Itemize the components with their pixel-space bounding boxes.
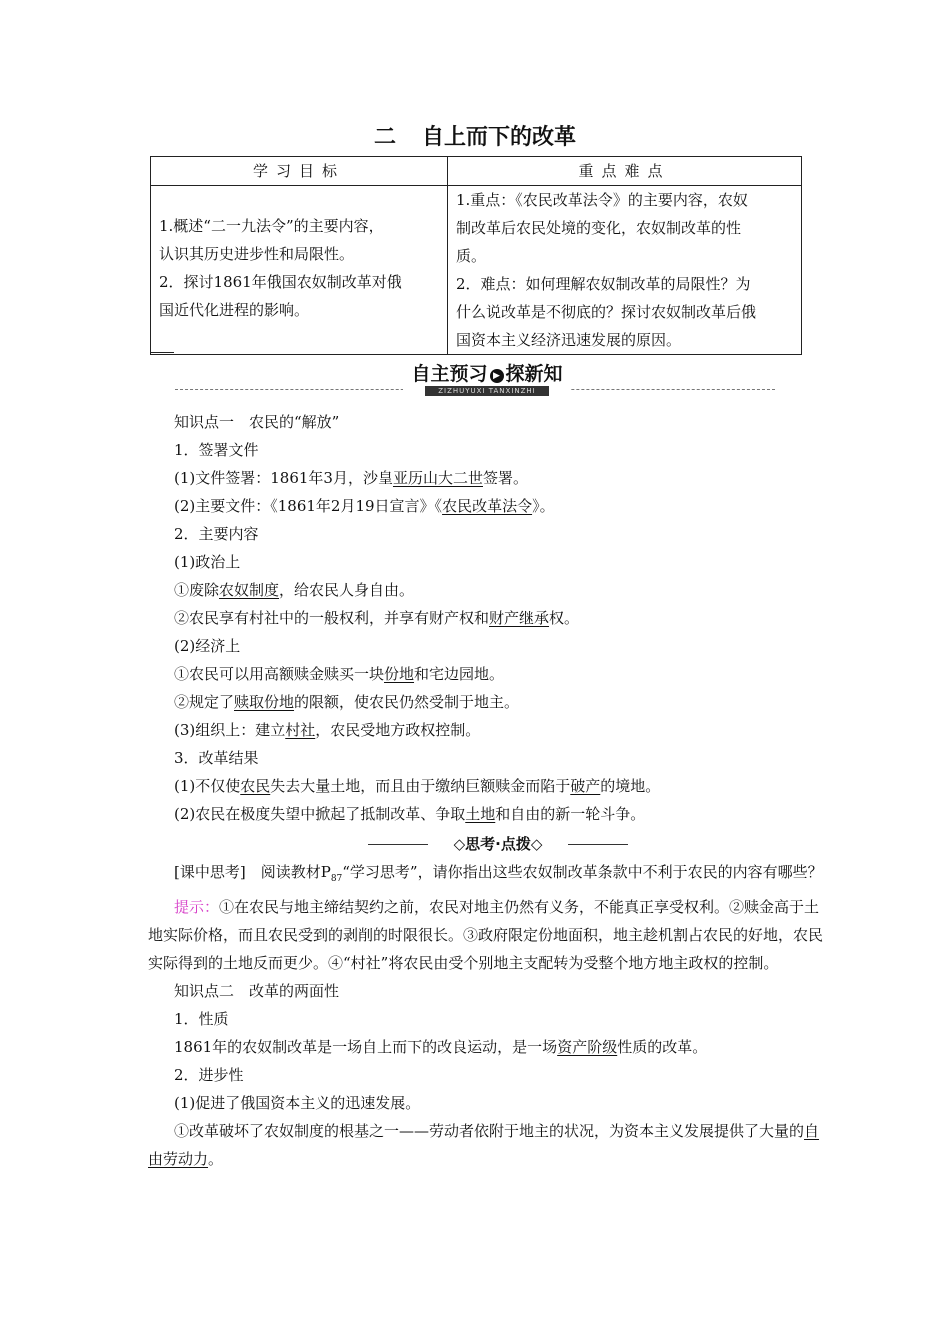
answer-blank: 村社 <box>285 721 316 739</box>
keypoint-line: 质。 <box>456 247 487 265</box>
answer-blank: 亚历山大二世 <box>392 469 483 487</box>
table-tail-line <box>150 352 174 353</box>
objectives-table <box>150 156 802 355</box>
subheading: 1．签署文件 <box>174 441 259 459</box>
banner-left-text: 自主预习 <box>411 363 488 385</box>
paragraph: (2)主要文件：《1861年2月19日宣言》《农民改革法令》。 <box>174 497 555 515</box>
goal-line: 国近代化进程的影响。 <box>159 301 310 319</box>
goal-line: 2．探讨1861年俄国农奴制改革对俄 <box>159 273 402 291</box>
key-points-cell <box>448 186 802 355</box>
paragraph: ①农民可以用高额赎金赎买一块份地和宅边园地。 <box>174 665 505 683</box>
section-heading: 知识点一 农民的“解放” <box>174 413 340 431</box>
keypoint-line: 制改革后农民处境的变化，农奴制改革的性 <box>456 219 742 237</box>
header-learning-goals: 学习目标 <box>151 157 448 186</box>
paragraph: ①废除农奴制度，给农民人身自由。 <box>174 581 415 599</box>
answer-blank: 农民改革法令 <box>442 497 533 515</box>
main-content <box>148 408 828 1173</box>
paragraph: ①改革破坏了农奴制度的根基之一——劳动者依附于地主的状况，为资本主义发展提供了大量的自由劳动力。 <box>148 1122 820 1168</box>
lesson-title: 自上而下的改革 <box>422 125 577 150</box>
think-question: [课中思考] 阅读教材$P_{87}“$学习思考”，请你指出这些农奴制改革条款中不利于农民的内容有哪些？ <box>174 863 823 884</box>
header-key-points: 重点难点 <box>448 157 802 186</box>
section-heading: 知识点二 改革的两面性 <box>174 982 340 1000</box>
answer-blank: 财产继承 <box>489 609 550 627</box>
answer-blank: 资产阶级 <box>557 1038 618 1056</box>
subheading: 2．主要内容 <box>174 525 259 543</box>
page-title <box>0 120 950 151</box>
think-hint: 提示：①在农民与地主缔结契约之前，农民对地主仍然有义务，不能真正享受权利。②赎金高于土地实际价格，而且农民受到的剥削的时限很长。③政府限定份地面积，地主趁机割占农民的好地，农民实际得到的土地反而更少。④“村社”将农民由受个别地主支配转为受整个地方地主政权的控制。 <box>148 898 824 972</box>
arrow-right-icon: ▶ <box>490 369 504 383</box>
paragraph: (1)不仅使农民失去大量土地，而且由于缴纳巨额赎金而陷于破产的境地。 <box>174 777 661 795</box>
banner-subtitle: ZIZHUYUXI TANXINZHI <box>425 386 549 396</box>
keypoint-line: 2．难点：如何理解农奴制改革的局限性？为 <box>456 275 751 293</box>
answer-blank: 农奴制度 <box>219 581 280 599</box>
paragraph: (1)文件签署：1861年3月，沙皇亚历山大二世签署。 <box>174 469 528 487</box>
paragraph: ②规定了赎取份地的限额，使农民仍然受制于地主。 <box>174 693 520 711</box>
think-divider <box>148 830 828 858</box>
hint-label: 提示： <box>174 898 220 916</box>
keypoint-line: 什么说改革是不彻底的？探讨农奴制改革后俄 <box>456 303 757 321</box>
subheading: 2．进步性 <box>174 1066 244 1084</box>
divider-text: ◇思考·点拨◇ <box>453 835 543 853</box>
banner-title <box>403 362 571 386</box>
answer-blank: 份地 <box>384 665 415 683</box>
divider-line-right <box>568 844 628 845</box>
paragraph: (3)组织上：建立村社，农民受地方政权控制。 <box>174 721 481 739</box>
banner-right-text: 探新知 <box>505 363 563 385</box>
answer-blank: 破产 <box>570 777 601 795</box>
lesson-number: 二 <box>373 125 396 150</box>
goal-line: 认识其历史进步性和局限性。 <box>159 245 355 263</box>
divider-line-left <box>368 844 428 845</box>
paragraph: (2)农民在极度失望中掀起了抵制改革、争取土地和自由的新一轮斗争。 <box>174 805 646 823</box>
paragraph: ②农民享有村社中的一般权利，并享有财产权和财产继承权。 <box>174 609 580 627</box>
keypoint-line: 1.重点：《农民改革法令》的主要内容，农奴 <box>456 191 748 209</box>
goal-line: 1.概述“二一九法令”的主要内容， <box>159 217 384 235</box>
answer-blank: 自由劳动力 <box>148 1122 820 1168</box>
learning-goals-cell <box>151 186 448 355</box>
subheading: 3．改革结果 <box>174 749 259 767</box>
subheading: (2)经济上 <box>174 637 241 655</box>
subheading: (1)政治上 <box>174 553 241 571</box>
paragraph: 1861年的农奴制改革是一场自上而下的改良运动，是一场资产阶级性质的改革。 <box>174 1038 708 1056</box>
subheading: 1．性质 <box>174 1010 229 1028</box>
section-banner <box>175 360 775 400</box>
answer-blank: 土地 <box>465 805 496 823</box>
keypoint-line: 国资本主义经济迅速发展的原因。 <box>456 331 682 349</box>
paragraph: (1)促进了俄国资本主义的迅速发展。 <box>174 1094 421 1112</box>
banner-box <box>403 362 571 396</box>
answer-blank: 赎取份地 <box>234 693 295 711</box>
answer-blank: 农民 <box>240 777 271 795</box>
